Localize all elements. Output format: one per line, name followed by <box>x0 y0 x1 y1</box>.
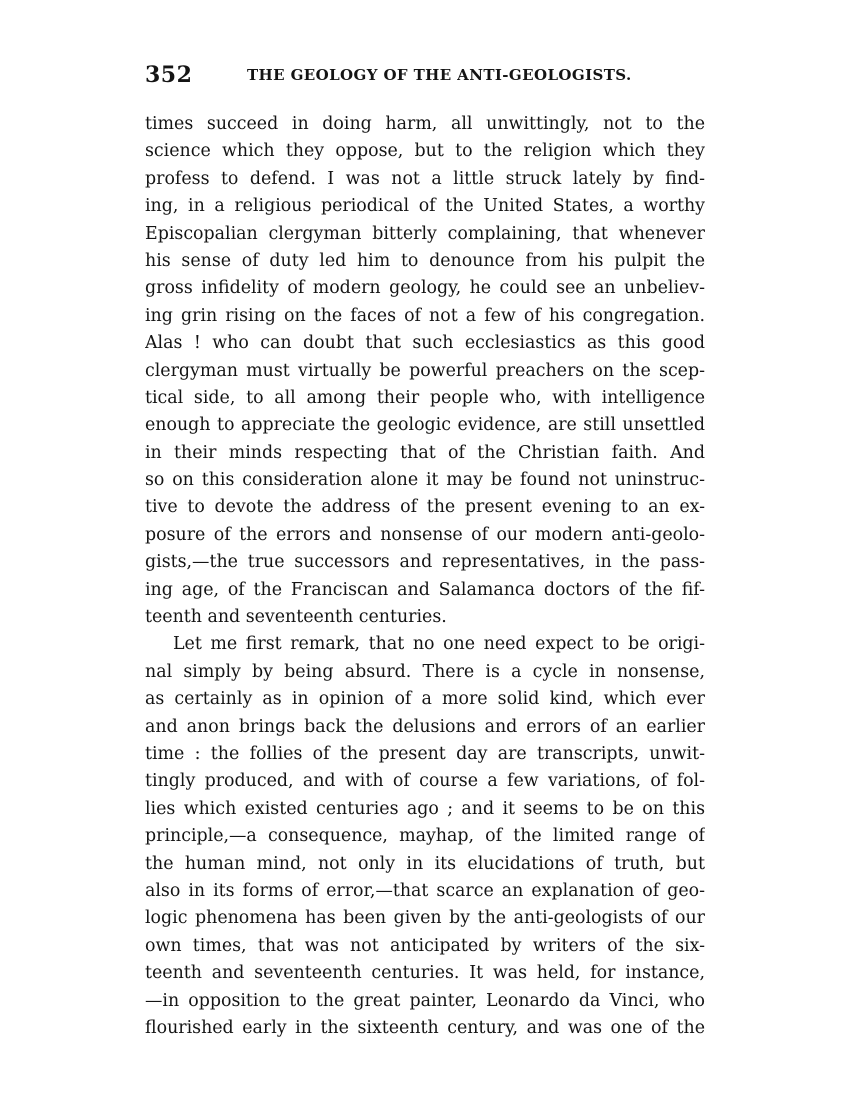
text-line: as certainly as in opinion of a more solid kind, which ever <box>145 689 705 710</box>
text-line: gross infidelity of modern geology, he could see an unbeliev- <box>145 278 705 299</box>
text-line: Alas ! who can doubt that such ecclesiastics as this good <box>145 333 705 354</box>
text-line: tical side, to all among their people who, with intelligence <box>145 387 705 408</box>
text-line: tive to devote the address of the present evening to an ex- <box>145 497 705 518</box>
text-line: Episcopalian clergyman bitterly complaining, that whenever <box>145 223 705 244</box>
text-line: Let me first remark, that no one need expect to be origi- <box>173 634 705 655</box>
text-line: logic phenomena has been given by the anti-geologists of our <box>145 908 705 929</box>
text-line: so on this consideration alone it may be found not uninstruc- <box>145 470 705 491</box>
text-line: lies which existed centuries ago ; and it seems to be on this <box>145 798 705 819</box>
text-line: gists,—the true successors and representatives, in the pass- <box>145 552 705 573</box>
text-line: ing age, of the Franciscan and Salamanca doctors of the fif- <box>145 579 705 600</box>
body-text <box>145 111 705 1042</box>
text-line: times succeed in doing harm, all unwittingly, not to the <box>145 114 705 134</box>
text-line: teenth and seventeenth centuries. <box>145 607 447 628</box>
text-line: science which they oppose, but to the religion which they <box>145 141 705 162</box>
running-head: THE GEOLOGY OF THE ANTI-GEOLOGISTS. <box>247 66 632 84</box>
text-line: teenth and seventeenth centuries. It was held, for instance, <box>145 963 705 984</box>
text-line: the human mind, not only in its elucidations of truth, but <box>145 853 705 874</box>
text-line: —in opposition to the great painter, Leonardo da Vinci, who <box>145 990 705 1011</box>
text-line: posure of the errors and nonsense of our modern anti-geolo- <box>145 524 705 545</box>
text-line: and anon brings back the delusions and errors of an earlier <box>145 716 705 737</box>
text-line: ing grin rising on the faces of not a few of his congregation. <box>145 305 705 326</box>
text-line: in their minds respecting that of the Christian faith. And <box>145 442 705 463</box>
page-header <box>145 62 705 92</box>
text-line: also in its forms of error,—that scarce an explanation of geo- <box>145 880 705 901</box>
text-line: own times, that was not anticipated by writers of the six- <box>145 935 705 956</box>
page-number: 352 <box>145 62 193 88</box>
text-line: enough to appreciate the geologic evidence, are still unsettled <box>145 415 705 436</box>
text-line: tingly produced, and with of course a few variations, of fol- <box>145 771 705 792</box>
text-line: flourished early in the sixteenth century, and was one of the <box>145 1017 705 1038</box>
text-line: his sense of duty led him to denounce from his pulpit the <box>145 250 705 271</box>
text-line: time : the follies of the present day are transcripts, unwit- <box>145 743 705 764</box>
text-line: profess to defend. I was not a little struck lately by find- <box>145 168 705 189</box>
text-line: clergyman must virtually be powerful preachers on the scep- <box>145 360 705 381</box>
text-line: nal simply by being absurd. There is a cycle in nonsense, <box>145 661 705 682</box>
text-line: principle,—a consequence, mayhap, of the limited range of <box>145 826 705 847</box>
text-line: ing, in a religious periodical of the United States, a worthy <box>145 196 705 217</box>
